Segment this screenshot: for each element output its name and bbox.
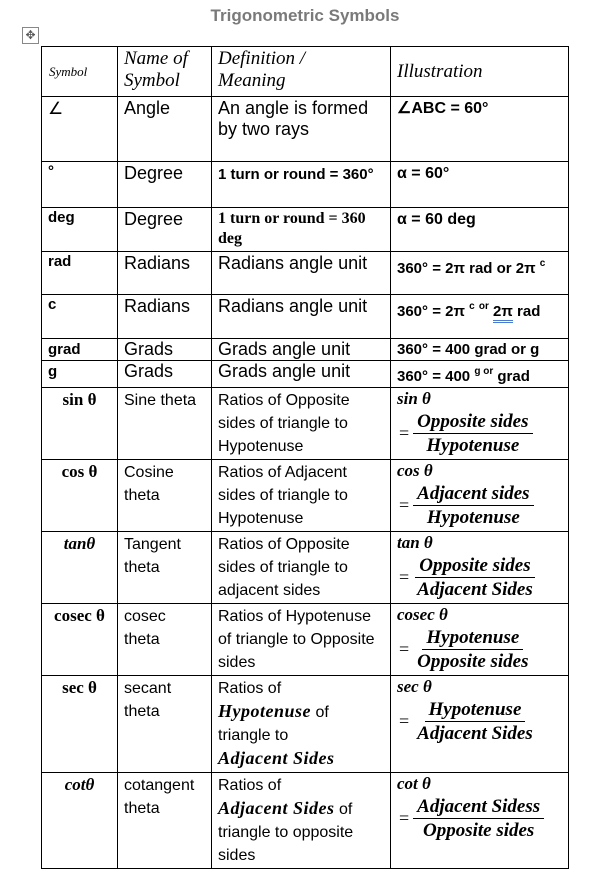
name-cell: Degree [118,208,212,252]
ill-part1: 360° = 400 [397,368,471,385]
illustration-cell [391,532,569,604]
formula-label: cosec θ [397,605,448,624]
def-math1: Hypotenuse [218,701,311,721]
ill-main: 360° = 2π rad or 2π [397,260,536,277]
ill-sup: c [539,258,546,269]
formula [397,698,562,745]
definition-cell: Ratios of Adjacent sides of triangle to Hypotenuse [212,460,391,532]
illustration-cell [391,252,569,295]
illustration-cell [391,295,569,339]
name-cell: Tangent theta [118,532,212,604]
move-icon[interactable]: ✥ [22,27,39,44]
table-row [42,604,569,676]
name-cell: Grads [118,361,212,388]
symbol-cell: sec θ [42,676,118,773]
symbols-table [41,46,569,869]
symbol-cell: ∠ [42,97,118,162]
numerator: Adjacent sides [413,482,533,506]
table-row [42,295,569,339]
illustration-cell: ∠ABC = 60° [391,97,569,162]
header-definition-line1: Definition / [218,48,306,69]
formula-label: cot θ [397,774,431,793]
illustration-cell [391,604,569,676]
illustration-cell [391,388,569,460]
table-row [42,532,569,604]
header-definition-line2: Meaning [218,70,286,91]
definition-cell: Ratios of Hypotenuse of triangle to Opposite sides [212,604,391,676]
symbol-cell: cosec θ [42,604,118,676]
def-part2: of triangle to [218,704,329,744]
definition-cell: Ratios of Opposite sides of triangle to adjacent sides [212,532,391,604]
definition-cell: Radians angle unit [212,252,391,295]
header-definition [212,47,391,97]
symbol-cell: tanθ [42,532,118,604]
numerator: Hypotenuse [422,626,523,650]
name-cell: cosec theta [118,604,212,676]
illustration-cell: 360° = 400 grad or g [391,339,569,361]
symbol-cell: sin θ [42,388,118,460]
formula [397,795,562,842]
formula-label: sin θ [397,389,431,408]
page-title: Trigonometric Symbols [210,6,400,25]
def-part2: of triangle to opposite sides [218,801,354,864]
formula-label: cos θ [397,461,433,480]
equals-sign: = [399,639,410,659]
ill-sup1: c [469,301,475,312]
name-cell: Sine theta [118,388,212,460]
equals-sign: = [399,423,410,443]
table-row [42,388,569,460]
numerator: Opposite sides [413,410,532,434]
name-cell: secant theta [118,676,212,773]
numerator: Adjacent Sidess [413,795,544,819]
ill-sup: g or [474,366,494,377]
table-row [42,339,569,361]
table-row [42,162,569,208]
symbol-cell: cotθ [42,773,118,869]
symbol-cell: g [42,361,118,388]
definition-cell: Grads angle unit [212,361,391,388]
table-row [42,773,569,869]
name-cell: Degree [118,162,212,208]
definition-cell: An angle is formed by two rays [212,97,391,162]
illustration-cell [391,773,569,869]
numerator: Opposite sides [415,554,534,578]
illustration-cell [391,676,569,773]
def-math2: Adjacent Sides [218,748,335,768]
name-cell: cotangent theta [118,773,212,869]
name-cell: Grads [118,339,212,361]
header-name-line2: Symbol [124,70,180,91]
header-row [42,47,569,97]
illustration-cell [391,460,569,532]
ill-part1: 360° = 2π [397,303,465,320]
formula [397,482,562,529]
denominator: Opposite sides [422,820,535,841]
ill-part3: rad [517,303,541,320]
definition-cell: 1 turn or round = 360° [212,162,391,208]
symbol-cell: rad [42,252,118,295]
illustration-cell: α = 60° [391,162,569,208]
name-cell: Angle [118,97,212,162]
def-part1: Ratios of [218,777,282,794]
name-cell: Radians [118,295,212,339]
equals-sign: = [399,808,410,828]
equals-sign: = [399,711,410,731]
formula [397,410,562,457]
table-row [42,676,569,773]
symbol-cell: deg [42,208,118,252]
formula-label: sec θ [397,677,432,696]
table-row [42,97,569,162]
illustration-cell: α = 60 deg [391,208,569,252]
definition-cell [212,676,391,773]
table-row [42,208,569,252]
symbol-cell: cos θ [42,460,118,532]
denominator: Hypotenuse [426,507,520,528]
formula [397,554,562,601]
ill-part2: grad [497,368,530,385]
definition-cell [212,773,391,869]
ill-sup2: or [478,301,489,312]
table-row [42,460,569,532]
name-cell: Radians [118,252,212,295]
definition-cell: 1 turn or round = 360 deg [212,208,391,252]
formula-label: tan θ [397,533,433,552]
def-part1: Ratios of [218,680,282,697]
equals-sign: = [399,567,410,587]
header-symbol: Symbol [42,47,118,97]
symbol-cell: ° [42,162,118,208]
denominator: Adjacent Sides [417,579,533,600]
symbol-cell: c [42,295,118,339]
formula [397,626,562,673]
table-row [42,252,569,295]
definition-cell: Radians angle unit [212,295,391,339]
equals-sign: = [399,495,410,515]
header-name [118,47,212,97]
def-math1: Adjacent Sides [218,798,335,818]
denominator: Adjacent Sides [417,723,533,744]
definition-cell: Grads angle unit [212,339,391,361]
denominator: Hypotenuse [426,435,520,456]
numerator: Hypotenuse [425,698,526,722]
illustration-cell [391,361,569,388]
header-illustration: Illustration [391,47,569,97]
ill-part2[interactable]: 2π [493,303,513,323]
name-cell: Cosine theta [118,460,212,532]
definition-cell: Ratios of Opposite sides of triangle to Hypotenuse [212,388,391,460]
denominator: Opposite sides [417,651,529,672]
table-row [42,361,569,388]
header-name-line1: Name of [124,48,188,69]
symbol-cell: grad [42,339,118,361]
